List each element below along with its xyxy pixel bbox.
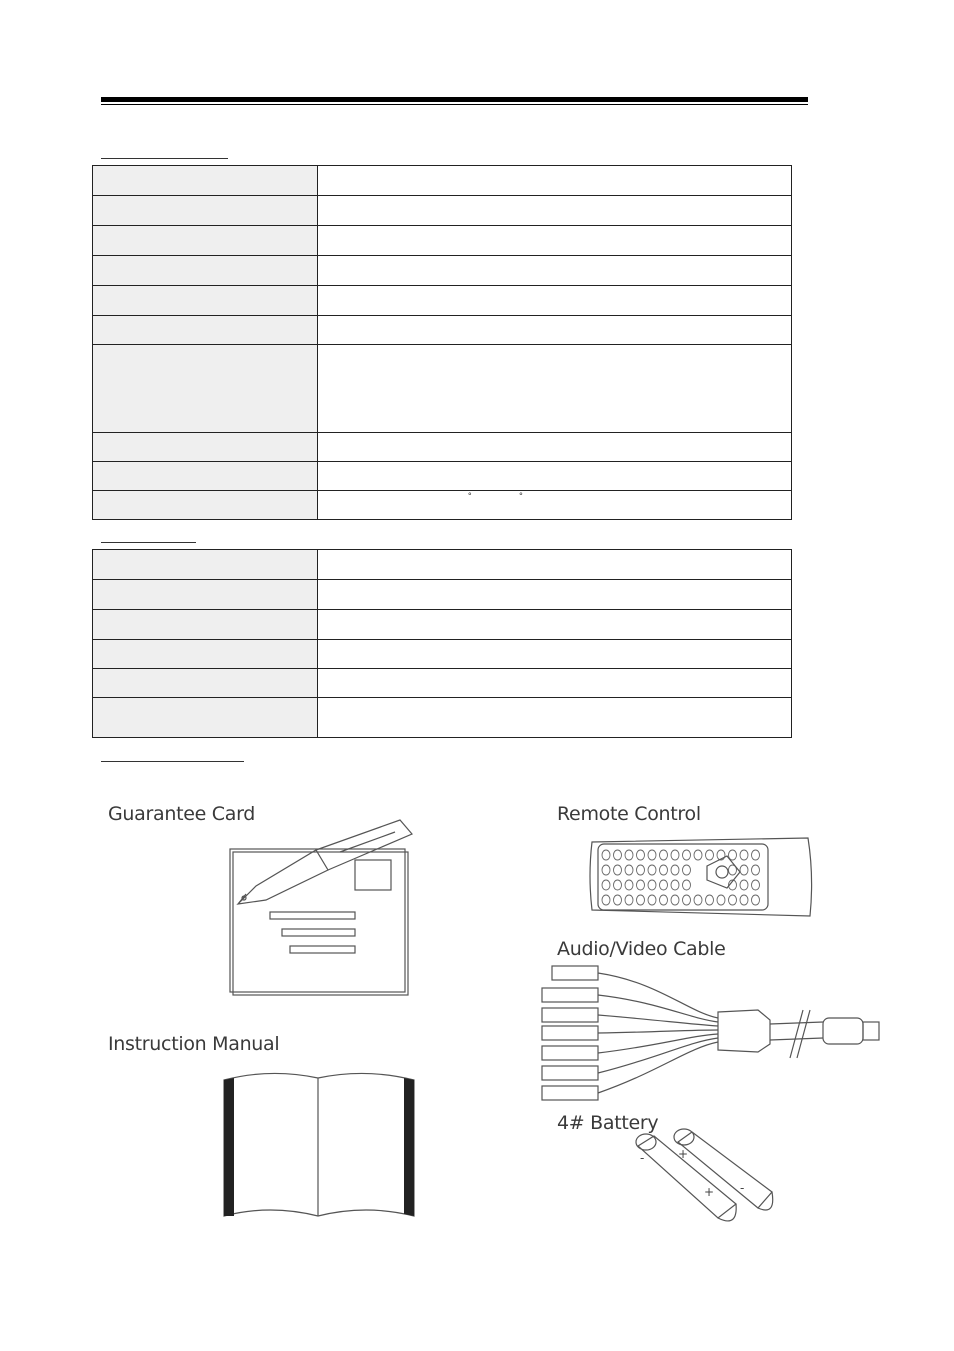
- section-heading-1-underline: [101, 158, 228, 159]
- row-label: [93, 698, 318, 738]
- table-row: [93, 433, 792, 462]
- row-label: [93, 491, 318, 520]
- table-row: [93, 640, 792, 669]
- av-cable-caption: Audio/Video Cable: [557, 938, 726, 960]
- row-label: [93, 640, 318, 669]
- remote-key: [602, 850, 610, 860]
- spec-table-2: [92, 549, 792, 738]
- remote-key: [740, 865, 748, 875]
- table-row: [93, 580, 792, 610]
- battery-caption: 4# Battery: [557, 1112, 659, 1134]
- battery-icon: [626, 1132, 786, 1232]
- remote-key: [625, 895, 633, 905]
- row-label: [93, 286, 318, 316]
- remote-key: [683, 895, 691, 905]
- row-label: [93, 196, 318, 226]
- remote-key: [602, 865, 610, 875]
- remote-key: [706, 895, 714, 905]
- remote-key: [671, 850, 679, 860]
- table-row: [93, 669, 792, 698]
- row-label: [93, 166, 318, 196]
- remote-key: [614, 865, 622, 875]
- remote-key: [683, 850, 691, 860]
- row-value: [318, 196, 792, 226]
- remote-key: [752, 850, 760, 860]
- remote-key: [602, 895, 610, 905]
- row-value: [318, 433, 792, 462]
- header-rule-thick: [101, 97, 808, 102]
- row-label: [93, 550, 318, 580]
- row-value: [318, 316, 792, 345]
- row-value: [318, 550, 792, 580]
- remote-key: [648, 865, 656, 875]
- battery-minus-sign-2: -: [640, 1151, 645, 1165]
- table-row: [93, 196, 792, 226]
- remote-key: [683, 865, 691, 875]
- row-value: [318, 166, 792, 196]
- row-value: [318, 580, 792, 610]
- battery-minus-sign: -: [740, 1181, 745, 1195]
- remote-key: [637, 850, 645, 860]
- remote-key: [625, 850, 633, 860]
- remote-key: [660, 895, 668, 905]
- remote-key: [648, 880, 656, 890]
- row-value: [318, 462, 792, 491]
- remote-key: [740, 880, 748, 890]
- table-row: [93, 491, 792, 520]
- remote-key: [671, 895, 679, 905]
- guarantee-card-caption: Guarantee Card: [108, 803, 256, 825]
- instruction-manual-icon: [220, 1070, 420, 1222]
- row-value: [318, 669, 792, 698]
- av-cable-icon: [518, 962, 888, 1107]
- remote-key: [602, 880, 610, 890]
- table-row: [93, 226, 792, 256]
- row-label: [93, 610, 318, 640]
- remote-key: [637, 895, 645, 905]
- table-row: [93, 550, 792, 580]
- row-value: [318, 345, 792, 433]
- table-row: [93, 316, 792, 345]
- row-value: [318, 226, 792, 256]
- row-label: [93, 226, 318, 256]
- row-label: [93, 462, 318, 491]
- remote-key: [683, 880, 691, 890]
- remote-key: [729, 895, 737, 905]
- remote-key: [740, 895, 748, 905]
- remote-key: [671, 865, 679, 875]
- section-heading-3-underline: [101, 761, 244, 762]
- remote-key: [694, 850, 702, 860]
- remote-control-icon: [582, 836, 814, 920]
- table-row: [93, 462, 792, 491]
- battery-plus-sign: +: [678, 1147, 689, 1161]
- row-value: ° °: [318, 491, 792, 520]
- table-row: [93, 610, 792, 640]
- remote-key: [660, 850, 668, 860]
- remote-key: [625, 865, 633, 875]
- section-heading-2-underline: [101, 542, 196, 543]
- remote-key: [706, 850, 714, 860]
- row-value: [318, 640, 792, 669]
- row-label: [93, 669, 318, 698]
- table-row: [93, 166, 792, 196]
- table-row: [93, 698, 792, 738]
- remote-key: [614, 880, 622, 890]
- row-label: [93, 316, 318, 345]
- remote-control-caption: Remote Control: [557, 803, 701, 825]
- row-label: [93, 256, 318, 286]
- guarantee-card-icon: [220, 812, 420, 997]
- table-row: [93, 345, 792, 433]
- table-row: [93, 256, 792, 286]
- row-value: [318, 610, 792, 640]
- table-row: [93, 286, 792, 316]
- row-value: [318, 698, 792, 738]
- remote-key: [671, 880, 679, 890]
- remote-key: [637, 865, 645, 875]
- row-value: [318, 286, 792, 316]
- remote-key: [752, 865, 760, 875]
- row-label: [93, 580, 318, 610]
- instruction-manual-caption: Instruction Manual: [108, 1033, 280, 1055]
- header-rule-thin: [101, 104, 808, 105]
- remote-key: [637, 880, 645, 890]
- battery-plus-sign-2: +: [704, 1185, 715, 1199]
- remote-key: [717, 895, 725, 905]
- row-label: [93, 345, 318, 433]
- remote-key: [752, 880, 760, 890]
- remote-key: [648, 895, 656, 905]
- remote-key: [752, 895, 760, 905]
- remote-key: [660, 880, 668, 890]
- remote-key: [660, 865, 668, 875]
- remote-key: [694, 895, 702, 905]
- row-label: [93, 433, 318, 462]
- remote-key: [648, 850, 656, 860]
- remote-key: [740, 850, 748, 860]
- row-value: [318, 256, 792, 286]
- spec-table-1: [92, 165, 792, 520]
- remote-key: [614, 850, 622, 860]
- remote-key: [625, 880, 633, 890]
- remote-key: [614, 895, 622, 905]
